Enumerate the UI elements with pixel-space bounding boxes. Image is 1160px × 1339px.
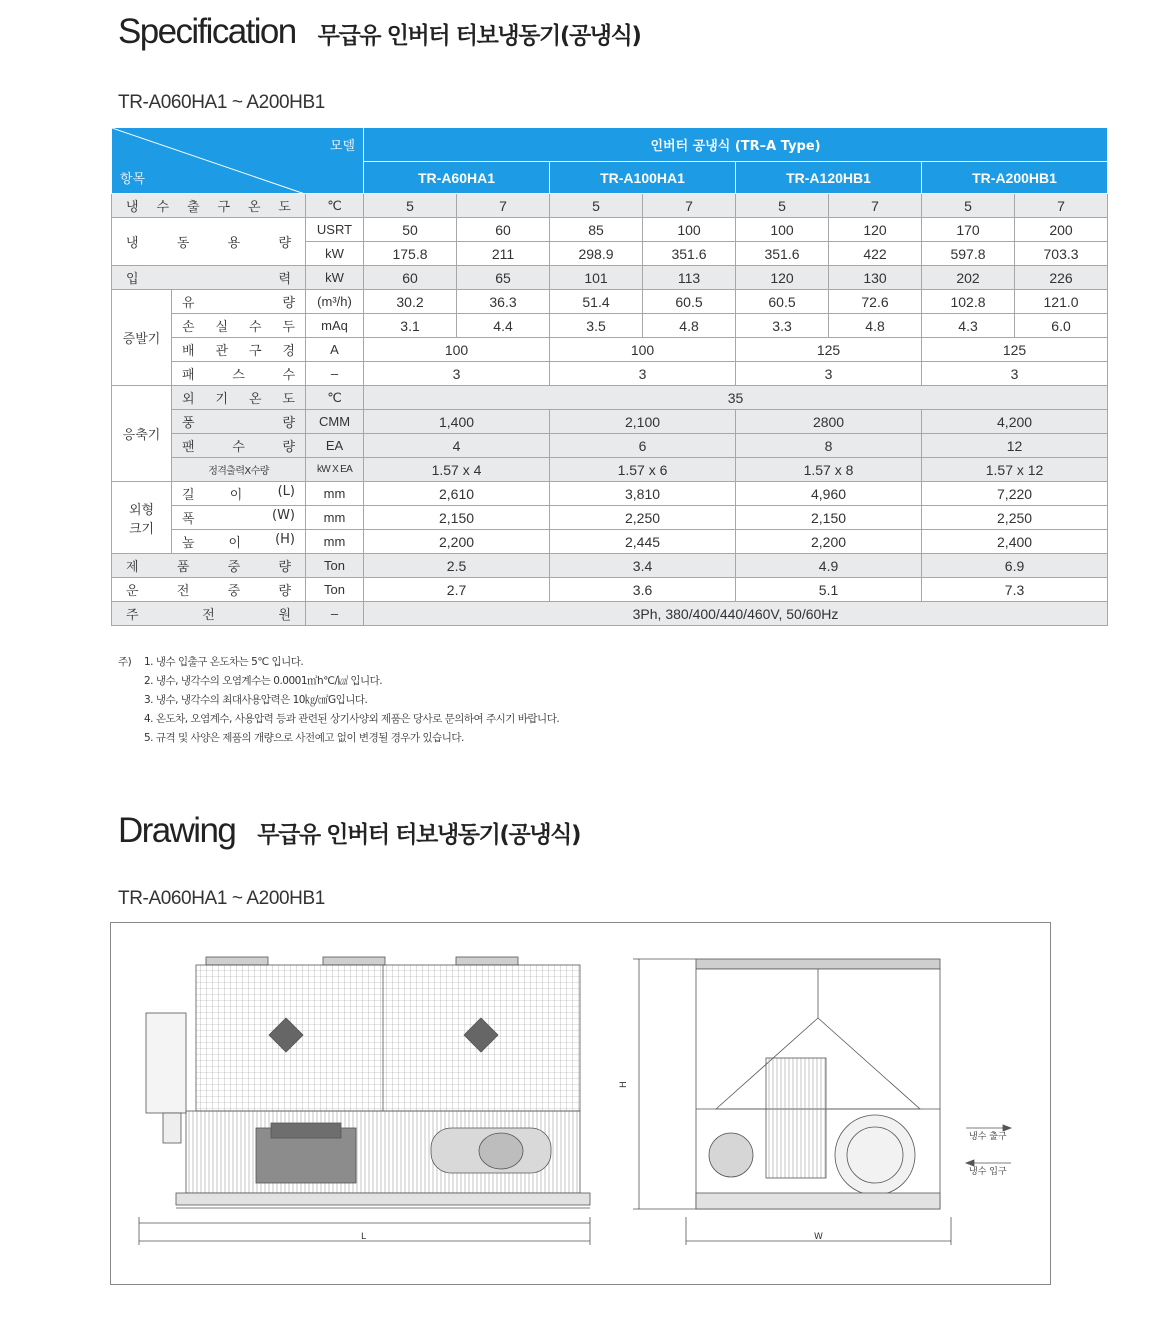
value-cell: 113 bbox=[643, 266, 736, 290]
value-cell: 7 bbox=[457, 194, 550, 218]
label-char: 중 bbox=[227, 584, 241, 599]
model-name: TR-A60HA1 bbox=[364, 162, 550, 194]
outlet-label: 냉수 출구 bbox=[969, 1132, 1007, 1142]
value-cell: 3.3 bbox=[736, 314, 829, 338]
label-char: 수 bbox=[248, 320, 262, 335]
value-cell: 5.1 bbox=[736, 578, 922, 602]
label-char: 관 bbox=[215, 344, 229, 359]
value-cell: 6.0 bbox=[1015, 314, 1108, 338]
label-char: 폭 bbox=[182, 512, 195, 527]
value-cell: 35 bbox=[364, 386, 1108, 410]
drawing-subtitle: TR-A060HA1 ~ A200HB1 bbox=[118, 888, 325, 909]
value-cell: 2,400 bbox=[922, 530, 1108, 554]
drawing-title-ko: 무급유 인버터 터보냉동기(공냉식) bbox=[257, 822, 581, 848]
row-label bbox=[172, 412, 305, 431]
label-char: 패 bbox=[182, 368, 195, 383]
label-char: 냉 bbox=[126, 200, 139, 215]
unit-cell: kW bbox=[306, 266, 364, 290]
value-cell: 7 bbox=[643, 194, 736, 218]
label-char: 스 bbox=[232, 368, 245, 383]
value-cell: 130 bbox=[829, 266, 922, 290]
unit-cell: ℃ bbox=[306, 386, 364, 410]
label-char: 도 bbox=[278, 200, 291, 215]
table-row bbox=[112, 290, 1108, 314]
row-label bbox=[112, 232, 305, 251]
drawing-box bbox=[110, 922, 1051, 1285]
label-char: (L) bbox=[277, 484, 295, 499]
value-cell: 121.0 bbox=[1015, 290, 1108, 314]
note-item bbox=[118, 729, 559, 748]
value-cell: 2,150 bbox=[364, 506, 550, 530]
group-label: 응축기 bbox=[112, 386, 172, 482]
label-char: 력 bbox=[278, 272, 291, 287]
unit-cell: mAq bbox=[306, 314, 364, 338]
inlet-label: 냉수 입구 bbox=[969, 1167, 1007, 1177]
row-label bbox=[172, 364, 305, 383]
spec-subtitle: TR-A060HA1 ~ A200HB1 bbox=[118, 92, 325, 113]
label-char: 온 bbox=[247, 200, 261, 215]
value-cell: 2.7 bbox=[364, 578, 550, 602]
label-char: 손 bbox=[182, 320, 195, 335]
notes-prefix: 주) bbox=[118, 656, 132, 668]
label-char: 출 bbox=[186, 200, 200, 215]
note-item bbox=[118, 672, 559, 691]
value-cell: 597.8 bbox=[922, 242, 1015, 266]
value-cell: 6 bbox=[550, 434, 736, 458]
label-char: 동 bbox=[176, 236, 190, 251]
label-char: 온 bbox=[248, 392, 262, 407]
value-cell: 2,200 bbox=[364, 530, 550, 554]
unit-cell: mm bbox=[306, 506, 364, 530]
value-cell: 60 bbox=[364, 266, 457, 290]
label-char: 길 bbox=[182, 488, 195, 503]
label-char: 구 bbox=[248, 344, 262, 359]
table-row bbox=[112, 338, 1108, 362]
value-cell: 4.9 bbox=[736, 554, 922, 578]
value-cell: 60.5 bbox=[643, 290, 736, 314]
value-cell: 72.6 bbox=[829, 290, 922, 314]
value-cell: 1.57 x 4 bbox=[364, 458, 550, 482]
note-text: 4. 온도차, 오염계수, 사용압력 등과 관련된 상기사양외 제품은 당사로 문의하여 주시기 바랍니다. bbox=[144, 713, 560, 725]
label-char: 배 bbox=[182, 344, 195, 359]
table-row bbox=[112, 602, 1108, 626]
row-label bbox=[112, 604, 305, 623]
unit-cell: – bbox=[306, 602, 364, 626]
value-cell: 3 bbox=[922, 362, 1108, 386]
value-cell: 3.4 bbox=[550, 554, 736, 578]
label-char: 유 bbox=[182, 296, 195, 311]
row-label bbox=[172, 484, 305, 503]
value-cell: 120 bbox=[829, 218, 922, 242]
value-cell: 4,960 bbox=[736, 482, 922, 506]
label-char: 량 bbox=[278, 560, 291, 575]
value-cell: 102.8 bbox=[922, 290, 1015, 314]
drawing-heading bbox=[118, 811, 580, 851]
value-cell: 211 bbox=[457, 242, 550, 266]
value-cell: 2,250 bbox=[550, 506, 736, 530]
value-cell: 100 bbox=[736, 218, 829, 242]
value-cell: 125 bbox=[922, 338, 1108, 362]
label-char: (H) bbox=[275, 532, 295, 547]
label-char: 높 bbox=[182, 536, 195, 551]
value-cell: 351.6 bbox=[736, 242, 829, 266]
value-cell: 200 bbox=[1015, 218, 1108, 242]
value-cell: 12 bbox=[922, 434, 1108, 458]
unit-cell: CMM bbox=[306, 410, 364, 434]
value-cell: 60.5 bbox=[736, 290, 829, 314]
value-cell: 36.3 bbox=[457, 290, 550, 314]
label-char: 냉 bbox=[126, 236, 139, 251]
table-row bbox=[112, 218, 1108, 242]
value-cell: 2,150 bbox=[736, 506, 922, 530]
row-label bbox=[172, 388, 305, 407]
value-cell: 2,250 bbox=[922, 506, 1108, 530]
label-char: 전 bbox=[176, 584, 190, 599]
unit-cell: (m³/h) bbox=[306, 290, 364, 314]
table-row bbox=[112, 362, 1108, 386]
unit-cell: mm bbox=[306, 530, 364, 554]
label-char: 원 bbox=[278, 608, 291, 623]
unit-cell: A bbox=[306, 338, 364, 362]
label-char: 이 bbox=[228, 536, 242, 551]
label-char: 수 bbox=[232, 440, 245, 455]
row-label bbox=[112, 580, 305, 599]
row-label bbox=[112, 196, 305, 215]
spec-table bbox=[111, 127, 1108, 626]
value-cell: 2,445 bbox=[550, 530, 736, 554]
label-char: 운 bbox=[126, 584, 139, 599]
group-header: 인버터 공냉식 (TR–A Type) bbox=[364, 128, 1108, 162]
value-cell: 1.57 x 8 bbox=[736, 458, 922, 482]
value-cell: 1.57 x 12 bbox=[922, 458, 1108, 482]
front-view bbox=[139, 957, 590, 1245]
value-cell: 100 bbox=[550, 338, 736, 362]
value-cell: 2,200 bbox=[736, 530, 922, 554]
value-cell: 8 bbox=[736, 434, 922, 458]
label-char: 량 bbox=[282, 416, 295, 431]
value-cell: 100 bbox=[643, 218, 736, 242]
value-cell: 4.8 bbox=[643, 314, 736, 338]
value-cell: 60 bbox=[457, 218, 550, 242]
value-cell: 5 bbox=[550, 194, 643, 218]
value-cell: 4.4 bbox=[457, 314, 550, 338]
label-char: 수 bbox=[282, 368, 295, 383]
row-label: 정격출력X수량 bbox=[208, 466, 269, 477]
value-cell: 5 bbox=[736, 194, 829, 218]
label-char: 제 bbox=[126, 560, 139, 575]
label-char: 팬 bbox=[182, 440, 195, 455]
table-row bbox=[112, 314, 1108, 338]
table-row bbox=[112, 410, 1108, 434]
label-char: 기 bbox=[215, 392, 229, 407]
label-char: 용 bbox=[227, 236, 241, 251]
label-char: 전 bbox=[202, 608, 215, 623]
unit-cell: Ton bbox=[306, 554, 364, 578]
value-cell: 3.6 bbox=[550, 578, 736, 602]
value-cell: 703.3 bbox=[1015, 242, 1108, 266]
label-char: 이 bbox=[229, 488, 243, 503]
label-char: 외 bbox=[182, 392, 195, 407]
value-cell: 170 bbox=[922, 218, 1015, 242]
unit-cell: mm bbox=[306, 482, 364, 506]
model-name: TR-A200HB1 bbox=[922, 162, 1108, 194]
table-row bbox=[112, 458, 1108, 482]
label-char: 중 bbox=[227, 560, 241, 575]
value-cell: 2,610 bbox=[364, 482, 550, 506]
label-char: 주 bbox=[126, 608, 139, 623]
note-item bbox=[118, 653, 559, 672]
value-cell: 30.2 bbox=[364, 290, 457, 314]
row-label bbox=[172, 508, 305, 527]
value-cell: 3Ph, 380/400/440/460V, 50/60Hz bbox=[364, 602, 1108, 626]
value-cell: 7 bbox=[1015, 194, 1108, 218]
note-text: 5. 규격 및 사양은 제품의 개량으로 사전예고 없이 변경될 경우가 있습니다. bbox=[144, 732, 464, 744]
value-cell: 5 bbox=[364, 194, 457, 218]
unit-cell: – bbox=[306, 362, 364, 386]
value-cell: 2,100 bbox=[550, 410, 736, 434]
label-char: 풍 bbox=[182, 416, 195, 431]
value-cell: 85 bbox=[550, 218, 643, 242]
row-label bbox=[172, 436, 305, 455]
table-row bbox=[112, 506, 1108, 530]
value-cell: 4.8 bbox=[829, 314, 922, 338]
value-cell: 4,200 bbox=[922, 410, 1108, 434]
value-cell: 65 bbox=[457, 266, 550, 290]
value-cell: 100 bbox=[364, 338, 550, 362]
spec-title-en: Specification bbox=[118, 12, 296, 51]
label-char: 입 bbox=[126, 272, 139, 287]
table-row bbox=[112, 530, 1108, 554]
value-cell: 4.3 bbox=[922, 314, 1015, 338]
value-cell: 422 bbox=[829, 242, 922, 266]
value-cell: 7 bbox=[829, 194, 922, 218]
row-label bbox=[112, 268, 305, 287]
unit-cell: Ton bbox=[306, 578, 364, 602]
unit-cell: USRT bbox=[306, 218, 364, 242]
value-cell: 1,400 bbox=[364, 410, 550, 434]
value-cell: 2.5 bbox=[364, 554, 550, 578]
row-label bbox=[172, 532, 305, 551]
drawing-title-en: Drawing bbox=[118, 811, 236, 850]
model-name: TR-A100HA1 bbox=[550, 162, 736, 194]
corner-item-label: 항목 bbox=[120, 172, 146, 187]
unit-cell: kW X EA bbox=[306, 458, 364, 482]
value-cell: 3 bbox=[364, 362, 550, 386]
value-cell: 5 bbox=[922, 194, 1015, 218]
label-char: 품 bbox=[176, 560, 190, 575]
note-text: 1. 냉수 입출구 온도차는 5℃ 입니다. bbox=[144, 656, 304, 668]
table-row bbox=[112, 266, 1108, 290]
unit-cell: kW bbox=[306, 242, 364, 266]
label-char: 량 bbox=[282, 440, 295, 455]
value-cell: 7,220 bbox=[922, 482, 1108, 506]
value-cell: 3.1 bbox=[364, 314, 457, 338]
label-char: 구 bbox=[217, 200, 231, 215]
model-name: TR-A120HB1 bbox=[736, 162, 922, 194]
label-char: 도 bbox=[282, 392, 295, 407]
row-label bbox=[112, 556, 305, 575]
value-cell: 2800 bbox=[736, 410, 922, 434]
group-label-line2: 크기 bbox=[128, 521, 155, 537]
value-cell: 125 bbox=[736, 338, 922, 362]
value-cell: 202 bbox=[922, 266, 1015, 290]
value-cell: 175.8 bbox=[364, 242, 457, 266]
value-cell: 101 bbox=[550, 266, 643, 290]
dim-label-l: L bbox=[361, 1232, 367, 1242]
label-char: 량 bbox=[278, 584, 291, 599]
corner-model-label: 모델 bbox=[329, 139, 356, 154]
value-cell: 3,810 bbox=[550, 482, 736, 506]
row-label bbox=[172, 340, 305, 359]
row-label bbox=[172, 292, 305, 311]
value-cell: 1.57 x 6 bbox=[550, 458, 736, 482]
value-cell: 7.3 bbox=[922, 578, 1108, 602]
value-cell: 50 bbox=[364, 218, 457, 242]
label-char: 실 bbox=[215, 320, 229, 335]
value-cell: 3.5 bbox=[550, 314, 643, 338]
value-cell: 4 bbox=[364, 434, 550, 458]
value-cell: 3 bbox=[736, 362, 922, 386]
label-char: 량 bbox=[278, 236, 291, 251]
group-label: 증발기 bbox=[112, 290, 172, 386]
chiller-drawing bbox=[111, 923, 1050, 1284]
note-item bbox=[118, 710, 559, 729]
note-text: 2. 냉수, 냉각수의 오염계수는 0.0001㎡h℃/㎉ 입니다. bbox=[144, 675, 383, 687]
spec-title-ko: 무급유 인버터 터보냉동기(공냉식) bbox=[317, 23, 641, 49]
value-cell: 226 bbox=[1015, 266, 1108, 290]
table-row bbox=[112, 554, 1108, 578]
label-char: 두 bbox=[282, 320, 295, 335]
label-char: 경 bbox=[282, 344, 295, 359]
table-row bbox=[112, 194, 1108, 218]
spec-heading bbox=[118, 12, 641, 52]
dim-label-h: H bbox=[619, 1081, 629, 1088]
group-label bbox=[112, 482, 172, 554]
value-cell: 3 bbox=[550, 362, 736, 386]
value-cell: 120 bbox=[736, 266, 829, 290]
note-text: 3. 냉수, 냉각수의 최대사용압력은 10㎏/㎠G입니다. bbox=[144, 694, 368, 706]
table-corner bbox=[112, 128, 364, 194]
value-cell: 6.9 bbox=[922, 554, 1108, 578]
notes bbox=[118, 653, 559, 748]
note-item bbox=[118, 691, 559, 710]
table-row bbox=[112, 482, 1108, 506]
value-cell: 51.4 bbox=[550, 290, 643, 314]
dim-label-w: W bbox=[814, 1232, 823, 1242]
value-cell: 298.9 bbox=[550, 242, 643, 266]
table-row bbox=[112, 434, 1108, 458]
unit-cell: ℃ bbox=[306, 194, 364, 218]
label-char: 량 bbox=[282, 296, 295, 311]
value-cell: 351.6 bbox=[643, 242, 736, 266]
unit-cell: EA bbox=[306, 434, 364, 458]
row-label bbox=[172, 316, 305, 335]
group-label-line1: 외형 bbox=[128, 502, 155, 518]
label-char: (W) bbox=[272, 508, 295, 523]
table-row bbox=[112, 386, 1108, 410]
label-char: 수 bbox=[156, 200, 170, 215]
table-row bbox=[112, 578, 1108, 602]
side-view bbox=[633, 959, 1011, 1245]
